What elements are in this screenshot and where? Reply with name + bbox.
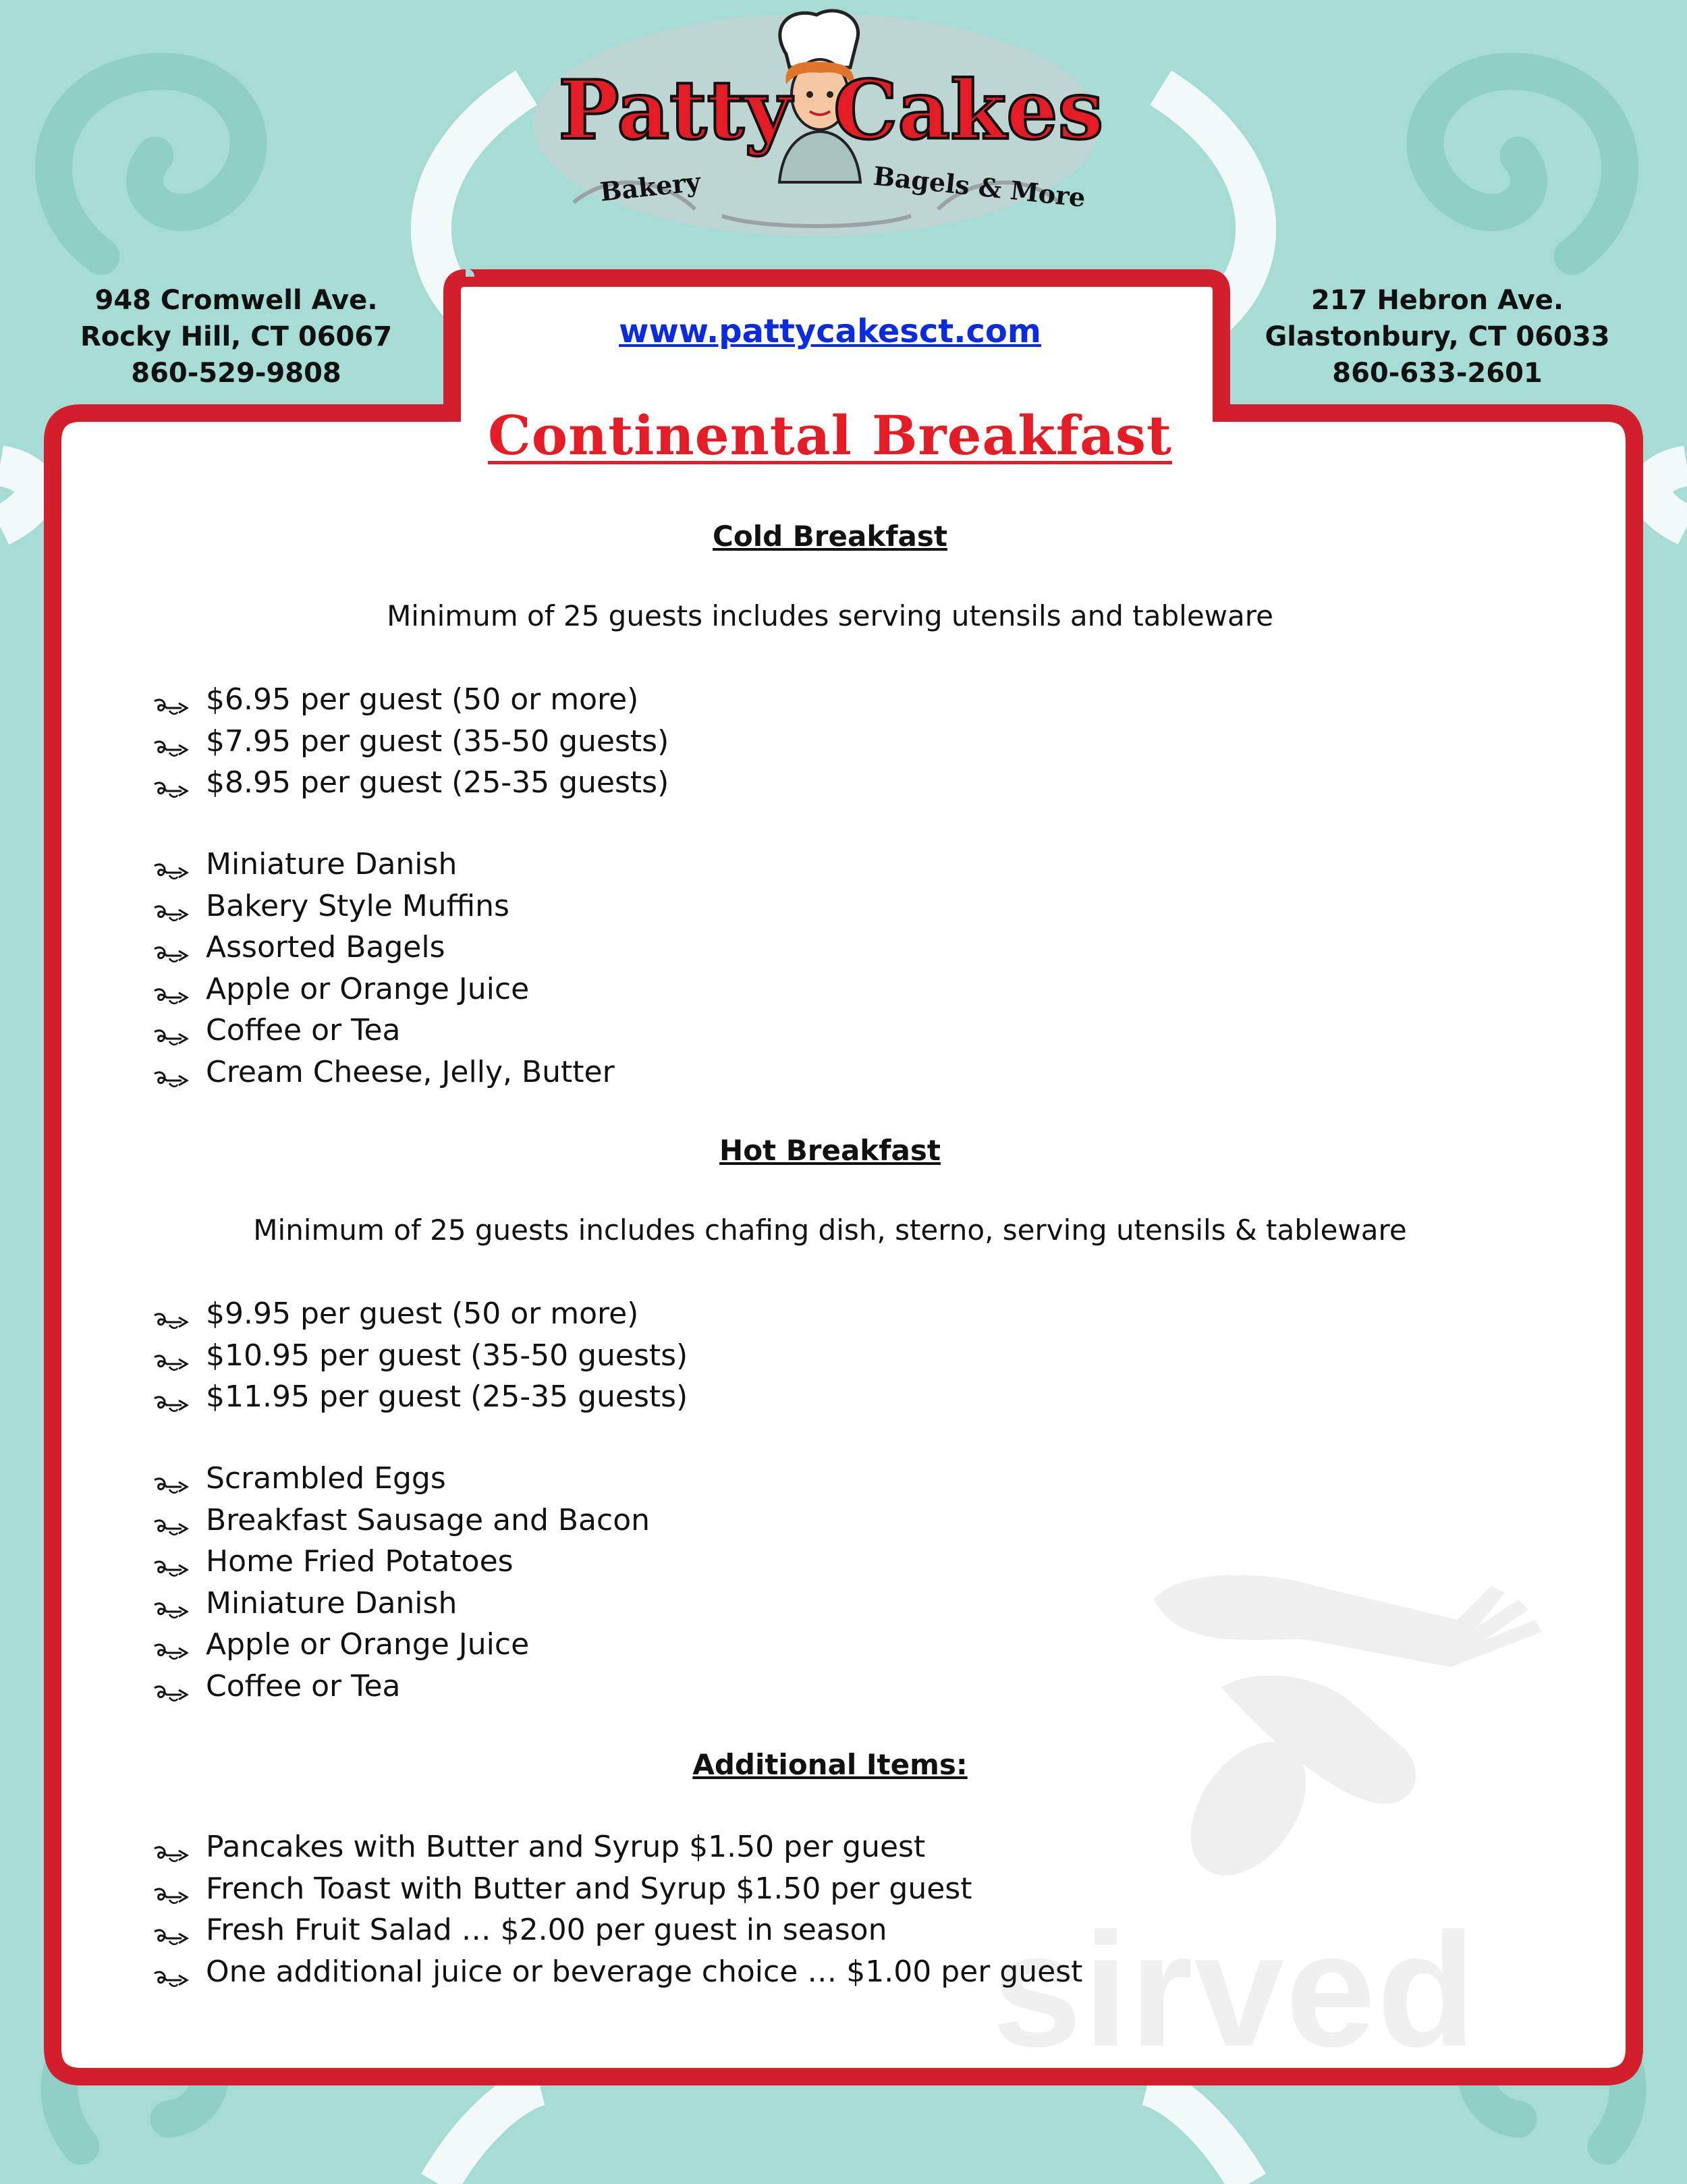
bullet-swirl-icon bbox=[152, 688, 190, 711]
bullet-swirl-icon bbox=[152, 978, 190, 1001]
address-glastonbury bbox=[1262, 282, 1613, 391]
list-item: $7.95 per guest (35-50 guests) bbox=[152, 721, 669, 763]
patty-cakes-logo bbox=[520, 0, 1113, 243]
bullet-swirl-icon bbox=[152, 1386, 190, 1409]
list-item: Home Fried Potatoes bbox=[152, 1541, 650, 1583]
list-item: Breakfast Sausage and Bacon bbox=[152, 1500, 650, 1541]
bullet-swirl-icon bbox=[152, 1019, 190, 1042]
hot-breakfast-note: Minimum of 25 guests includes chafing dish, sterno, serving utensils & tableware bbox=[253, 1213, 1407, 1247]
bullet-swirl-icon bbox=[152, 1303, 190, 1326]
bullet-swirl-icon bbox=[152, 1919, 190, 1942]
address-street: 948 Cromwell Ave. bbox=[94, 285, 378, 316]
list-item: $6.95 per guest (50 or more) bbox=[152, 679, 669, 721]
bullet-swirl-icon bbox=[152, 936, 190, 959]
address-phone: 860-529-9808 bbox=[131, 358, 341, 389]
brand-name-right: Cakes bbox=[833, 63, 1104, 158]
page-title: Continental Breakfast bbox=[488, 404, 1172, 467]
bullet-swirl-icon bbox=[152, 853, 190, 876]
brand-name-left: Patty bbox=[558, 63, 792, 158]
list-item: Pancakes with Butter and Syrup $1.50 per guest bbox=[152, 1826, 1082, 1868]
hot-items-list bbox=[152, 1458, 650, 1707]
sirved-watermark: sirved bbox=[992, 1899, 1478, 2080]
hot-breakfast-heading: Hot Breakfast bbox=[719, 1134, 941, 1167]
brand-tag-left: Bakery bbox=[598, 166, 702, 207]
address-city: Rocky Hill, CT 06067 bbox=[80, 321, 393, 352]
cold-items-list bbox=[152, 844, 615, 1093]
bullet-swirl-icon bbox=[152, 1675, 190, 1698]
bullet-swirl-icon bbox=[152, 730, 190, 753]
additional-items-list bbox=[152, 1826, 1082, 1992]
bullet-swirl-icon bbox=[152, 1061, 190, 1084]
list-item: Scrambled Eggs bbox=[152, 1458, 650, 1500]
bullet-swirl-icon bbox=[152, 771, 190, 794]
fork-spoon-watermark-icon bbox=[1140, 1525, 1559, 1903]
list-item: Miniature Danish bbox=[152, 1583, 650, 1625]
cold-price-list bbox=[152, 679, 669, 804]
website-link[interactable]: www.pattycakesct.com bbox=[619, 312, 1041, 350]
bullet-swirl-icon bbox=[152, 1550, 190, 1573]
bullet-swirl-icon bbox=[152, 1836, 190, 1859]
list-item: Bakery Style Muffins bbox=[152, 885, 615, 927]
address-rocky-hill bbox=[61, 282, 412, 391]
list-item: One additional juice or beverage choice … $1.00 per guest bbox=[152, 1951, 1082, 1993]
address-phone: 860-633-2601 bbox=[1332, 358, 1543, 389]
list-item: French Toast with Butter and Syrup $1.50 per guest bbox=[152, 1868, 1082, 1910]
address-city: Glastonbury, CT 06033 bbox=[1265, 321, 1610, 352]
list-item: Coffee or Tea bbox=[152, 1010, 615, 1052]
bullet-swirl-icon bbox=[152, 1467, 190, 1490]
hot-price-list bbox=[152, 1293, 688, 1418]
bullet-swirl-icon bbox=[152, 1509, 190, 1532]
list-item: Apple or Orange Juice bbox=[152, 968, 615, 1010]
list-item: Apple or Orange Juice bbox=[152, 1624, 650, 1666]
list-item: Assorted Bagels bbox=[152, 927, 615, 968]
list-item: Fresh Fruit Salad … $2.00 per guest in season bbox=[152, 1909, 1082, 1951]
bullet-swirl-icon bbox=[152, 895, 190, 918]
bullet-swirl-icon bbox=[152, 1961, 190, 1984]
additional-items-heading: Additional Items: bbox=[692, 1748, 968, 1781]
bullet-swirl-icon bbox=[152, 1592, 190, 1615]
list-item: $11.95 per guest (25-35 guests) bbox=[152, 1376, 688, 1418]
list-item: $8.95 per guest (25-35 guests) bbox=[152, 762, 669, 804]
bullet-swirl-icon bbox=[152, 1633, 190, 1656]
list-item: Miniature Danish bbox=[152, 844, 615, 885]
address-street: 217 Hebron Ave. bbox=[1310, 285, 1564, 316]
bullet-swirl-icon bbox=[152, 1878, 190, 1901]
list-item: Cream Cheese, Jelly, Butter bbox=[152, 1052, 615, 1093]
list-item: $10.95 per guest (35-50 guests) bbox=[152, 1335, 688, 1377]
cold-breakfast-heading: Cold Breakfast bbox=[713, 520, 947, 553]
list-item: $9.95 per guest (50 or more) bbox=[152, 1293, 688, 1335]
bullet-swirl-icon bbox=[152, 1344, 190, 1367]
list-item: Coffee or Tea bbox=[152, 1666, 650, 1708]
brand-tag-right: Bagels & More bbox=[872, 160, 1087, 213]
cold-breakfast-note: Minimum of 25 guests includes serving utensils and tableware bbox=[387, 599, 1273, 632]
